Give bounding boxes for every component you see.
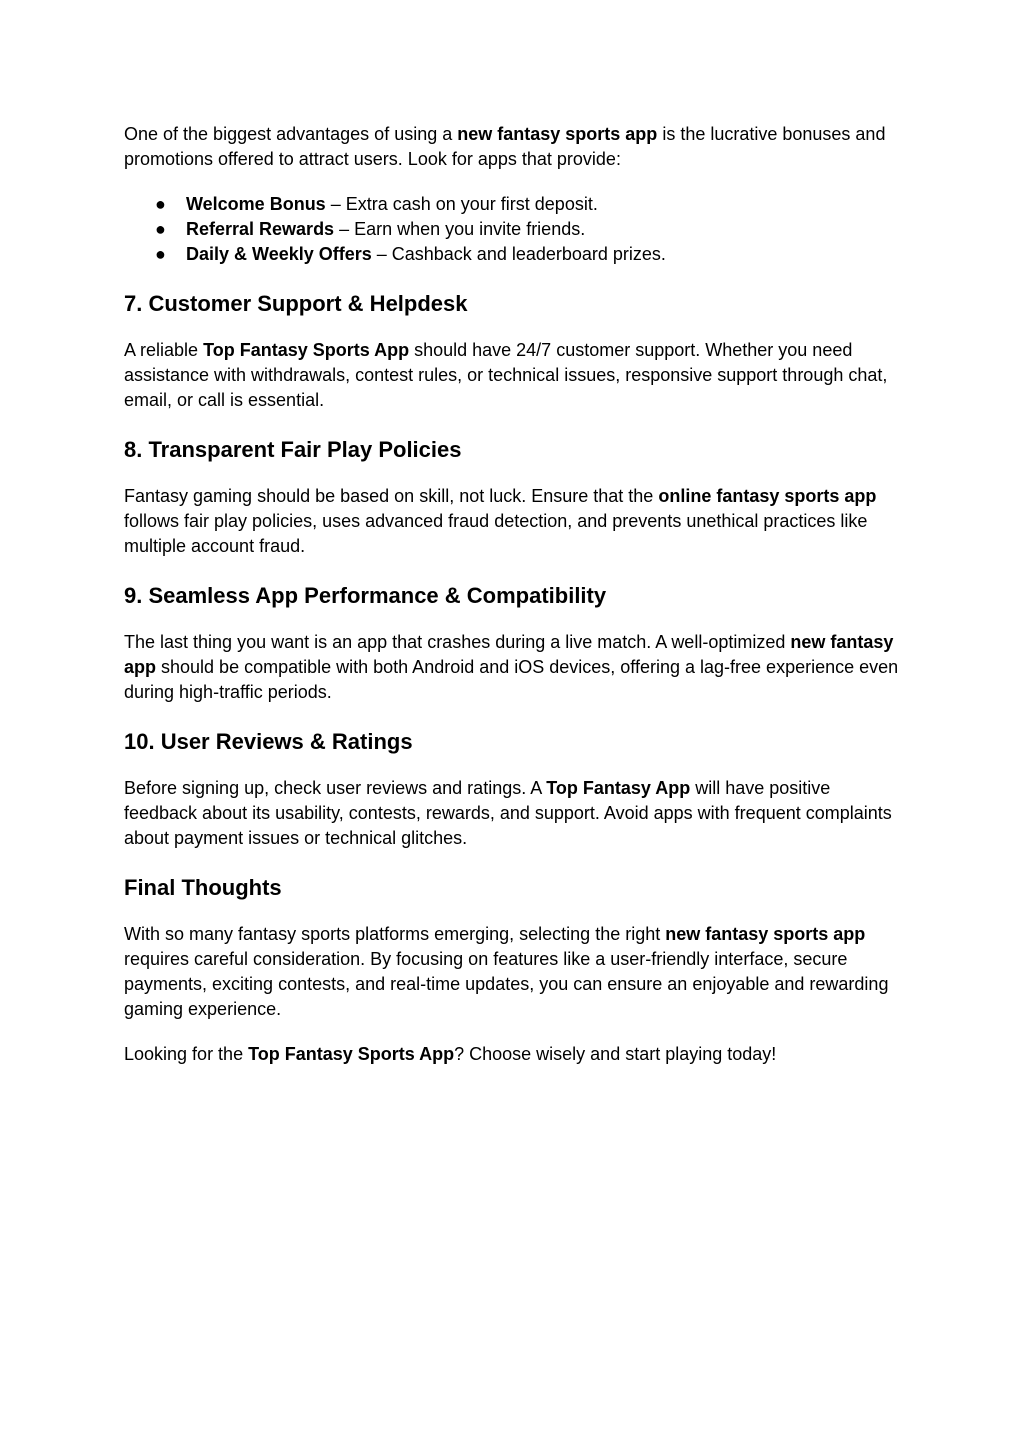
- paragraph-text: Fantasy gaming should be based on skill, not luck. Ensure that the: [124, 486, 659, 506]
- section-paragraph-fair-play: [124, 484, 900, 559]
- paragraph-text: With so many fantasy sports platforms emerging, selecting the right: [124, 924, 666, 944]
- paragraph-text: Before signing up, check user reviews and ratings. A: [124, 778, 547, 798]
- list-item: [124, 217, 900, 242]
- bullet-icon: ●: [155, 194, 166, 214]
- intro-bold-keyword: new fantasy sports app: [457, 124, 658, 144]
- intro-paragraph: [124, 122, 900, 172]
- paragraph-bold-keyword: new fantasy app: [124, 632, 894, 677]
- section-heading-fair-play: 8. Transparent Fair Play Policies: [124, 437, 462, 462]
- paragraph-bold-keyword: Top Fantasy Sports App: [203, 340, 410, 360]
- intro-text-1: One of the biggest advantages of using a: [124, 124, 458, 144]
- section-paragraph-performance: [124, 630, 900, 705]
- bonus-list: [124, 192, 900, 267]
- closing-text-2: ? Choose wisely and start playing today!: [454, 1044, 777, 1064]
- closing-paragraph: [124, 1042, 900, 1067]
- section-heading-reviews: 10. User Reviews & Ratings: [124, 729, 413, 754]
- intro-text-2: is the lucrative bonuses and promotions offered to attract users. Look for apps that provide:: [124, 124, 886, 169]
- section-paragraph-reviews: [124, 776, 900, 851]
- bullet-icon: ●: [155, 244, 166, 264]
- document-page: [124, 122, 900, 1067]
- list-item-text: – Earn when you invite friends.: [334, 219, 586, 239]
- section-paragraph-customer-support: [124, 338, 900, 413]
- section-heading-customer-support: 7. Customer Support & Helpdesk: [124, 291, 468, 316]
- list-item-text: – Cashback and leaderboard prizes.: [371, 244, 666, 264]
- closing-bold-keyword: Top Fantasy Sports App: [248, 1044, 455, 1064]
- paragraph-bold-keyword: new fantasy sports app: [665, 924, 866, 944]
- section-heading-final-thoughts: Final Thoughts: [124, 875, 282, 900]
- paragraph-text: should be compatible with both Android and iOS devices, offering a lag-free experience even during high-traffic periods.: [124, 657, 899, 702]
- list-item: [124, 242, 900, 267]
- paragraph-text: The last thing you want is an app that crashes during a live match. A well-optimized: [124, 632, 791, 652]
- bullet-icon: ●: [155, 219, 166, 239]
- list-item-text: – Extra cash on your first deposit.: [325, 194, 598, 214]
- list-item: [124, 192, 900, 217]
- paragraph-text: follows fair play policies, uses advanced fraud detection, and prevents unethical practices like multiple account fraud.: [124, 511, 868, 556]
- paragraph-bold-keyword: online fantasy sports app: [658, 486, 877, 506]
- list-item-bold: Daily & Weekly Offers: [186, 244, 372, 264]
- paragraph-text: should have 24/7 customer support. Whether you need assistance with withdrawals, contest rules, or technical issues, responsive support through chat, email, or call is essential.: [124, 340, 888, 410]
- section-paragraph-final-thoughts: [124, 922, 900, 1022]
- paragraph-text: requires careful consideration. By focusing on features like a user-friendly interface, secure payments, exciting contests, and real-time updates, you can ensure an enjoyable and rewarding gaming experience.: [124, 949, 889, 1019]
- list-item-bold: Referral Rewards: [186, 219, 335, 239]
- paragraph-text: will have positive feedback about its usability, contests, rewards, and support. Avoid apps with frequent complaints about payment issues or technical glitches.: [124, 778, 892, 848]
- list-item-bold: Welcome Bonus: [186, 194, 326, 214]
- closing-text-1: Looking for the: [124, 1044, 249, 1064]
- paragraph-text: A reliable: [124, 340, 204, 360]
- paragraph-bold-keyword: Top Fantasy App: [546, 778, 691, 798]
- section-heading-performance: 9. Seamless App Performance & Compatibility: [124, 583, 607, 608]
